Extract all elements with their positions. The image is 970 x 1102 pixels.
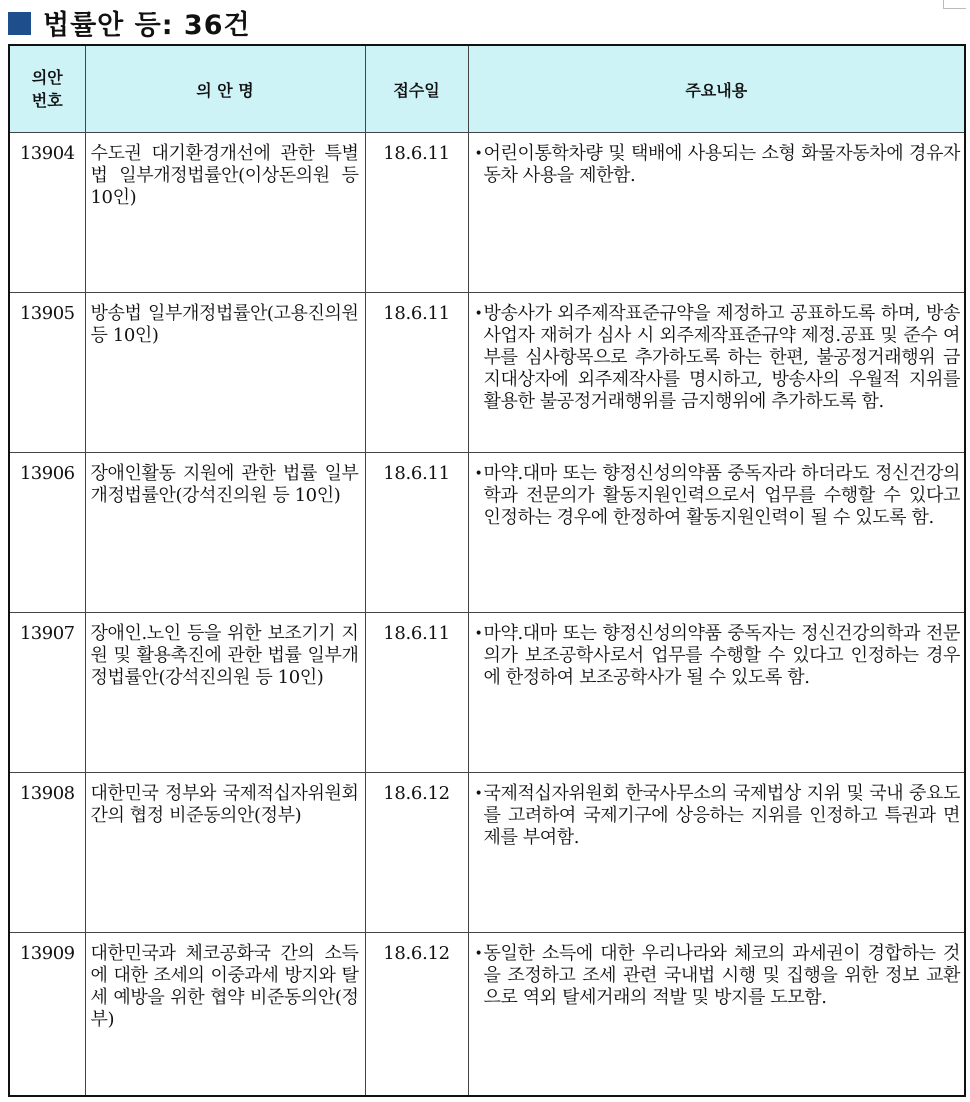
bill-name: 장애인활동 지원에 관한 법률 일부개정법률안(강석진의원 등 10인)	[85, 453, 365, 613]
bill-name: 수도권 대기환경개선에 관한 특별법 일부개정법률안(이상돈의원 등 10인)	[85, 133, 365, 293]
bullet-icon: •	[474, 946, 483, 962]
bill-name: 대한민국과 체코공화국 간의 소득에 대한 조세의 이중과세 방지와 탈세 예방을 위한 협약 비준동의안(정부)	[85, 933, 365, 1096]
received-date: 18.6.11	[365, 133, 468, 293]
table-header-row	[9, 45, 965, 133]
corner-mark	[943, 0, 966, 9]
received-date: 18.6.11	[365, 453, 468, 613]
bullet-icon: •	[474, 466, 483, 482]
bill-number: 13906	[9, 453, 85, 613]
bill-summary	[468, 453, 965, 613]
bill-name: 방송법 일부개정법률안(고용진의원 등 10인)	[85, 293, 365, 453]
bullet-icon: •	[474, 146, 483, 162]
summary-text: 어린이통학차량 및 택배에 사용되는 소형 화물자동차에 경유자동차 사용을 제한함.	[483, 143, 960, 186]
table-row	[9, 933, 965, 1096]
received-date: 18.6.12	[365, 773, 468, 933]
bill-summary	[468, 933, 965, 1096]
summary-text: 마약.대마 또는 향정신성의약품 중독자는 정신건강의학과 전문의가 보조공학사로서 업무를 수행할 수 있다고 인정하는 경우에 한정하여 보조공학사가 될 수 있도록 함.	[483, 623, 960, 688]
summary-text: 마약.대마 또는 향정신성의약품 중독자라 하더라도 정신건강의학과 전문의가 활동지원인력으로서 업무를 수행할 수 있다고 인정하는 경우에 한정하여 활동지원인력이 될 수 있도록 함.	[483, 463, 960, 528]
bill-number: 13907	[9, 613, 85, 773]
bullet-icon: •	[474, 786, 483, 802]
received-date: 18.6.11	[365, 293, 468, 453]
bill-name: 대한민국 정부와 국제적십자위원회 간의 협정 비준동의안(정부)	[85, 773, 365, 933]
bill-summary	[468, 293, 965, 453]
table-row	[9, 613, 965, 773]
received-date: 18.6.11	[365, 613, 468, 773]
bill-summary	[468, 613, 965, 773]
header-summary: 주요내용	[468, 45, 965, 133]
bill-number: 13905	[9, 293, 85, 453]
bullet-icon: •	[474, 306, 483, 322]
heading-square-icon	[8, 12, 31, 35]
table-row	[9, 773, 965, 933]
summary-text: 방송사가 외주제작표준규약을 제정하고 공표하도록 하며, 방송사업자 재허가 심사 시 외주제작표준규약 제정.공표 및 준수 여부를 심사항목으로 추가하도록 하는 한편, 불공정거래행위 금지대상자에 외주제작사를 명시하고, 방송사의 우월적 지위를 활용한 불공정거래행위를 금지행위에 추가하도록 함.	[483, 303, 960, 412]
bill-number: 13909	[9, 933, 85, 1096]
bill-number: 13904	[9, 133, 85, 293]
summary-text: 동일한 소득에 대한 우리나라와 체코의 과세권이 경합하는 것을 조정하고 조세 관련 국내법 시행 및 집행을 위한 정보 교환으로 역외 탈세거래의 적발 및 방지를 도모함.	[483, 943, 960, 1008]
table-row	[9, 133, 965, 293]
bill-summary	[468, 773, 965, 933]
summary-text: 국제적십자위원회 한국사무소의 국제법상 지위 및 국내 중요도를 고려하여 국제기구에 상응하는 지위를 인정하고 특권과 면제를 부여함.	[483, 783, 960, 848]
received-date: 18.6.12	[365, 933, 468, 1096]
header-bill-name: 의 안 명	[85, 45, 365, 133]
header-received-date: 접수일	[365, 45, 468, 133]
page-title: 법률안 등: 36건	[43, 9, 251, 41]
table-row	[9, 293, 965, 453]
bill-table	[8, 44, 966, 1097]
header-bill-no: 의안 번호	[9, 45, 85, 133]
bill-name: 장애인.노인 등을 위한 보조기기 지원 및 활용촉진에 관한 법률 일부개정법률안(강석진의원 등 10인)	[85, 613, 365, 773]
bill-number: 13908	[9, 773, 85, 933]
page-heading	[8, 2, 251, 42]
table-row	[9, 453, 965, 613]
bill-summary	[468, 133, 965, 293]
bullet-icon: •	[474, 626, 483, 642]
